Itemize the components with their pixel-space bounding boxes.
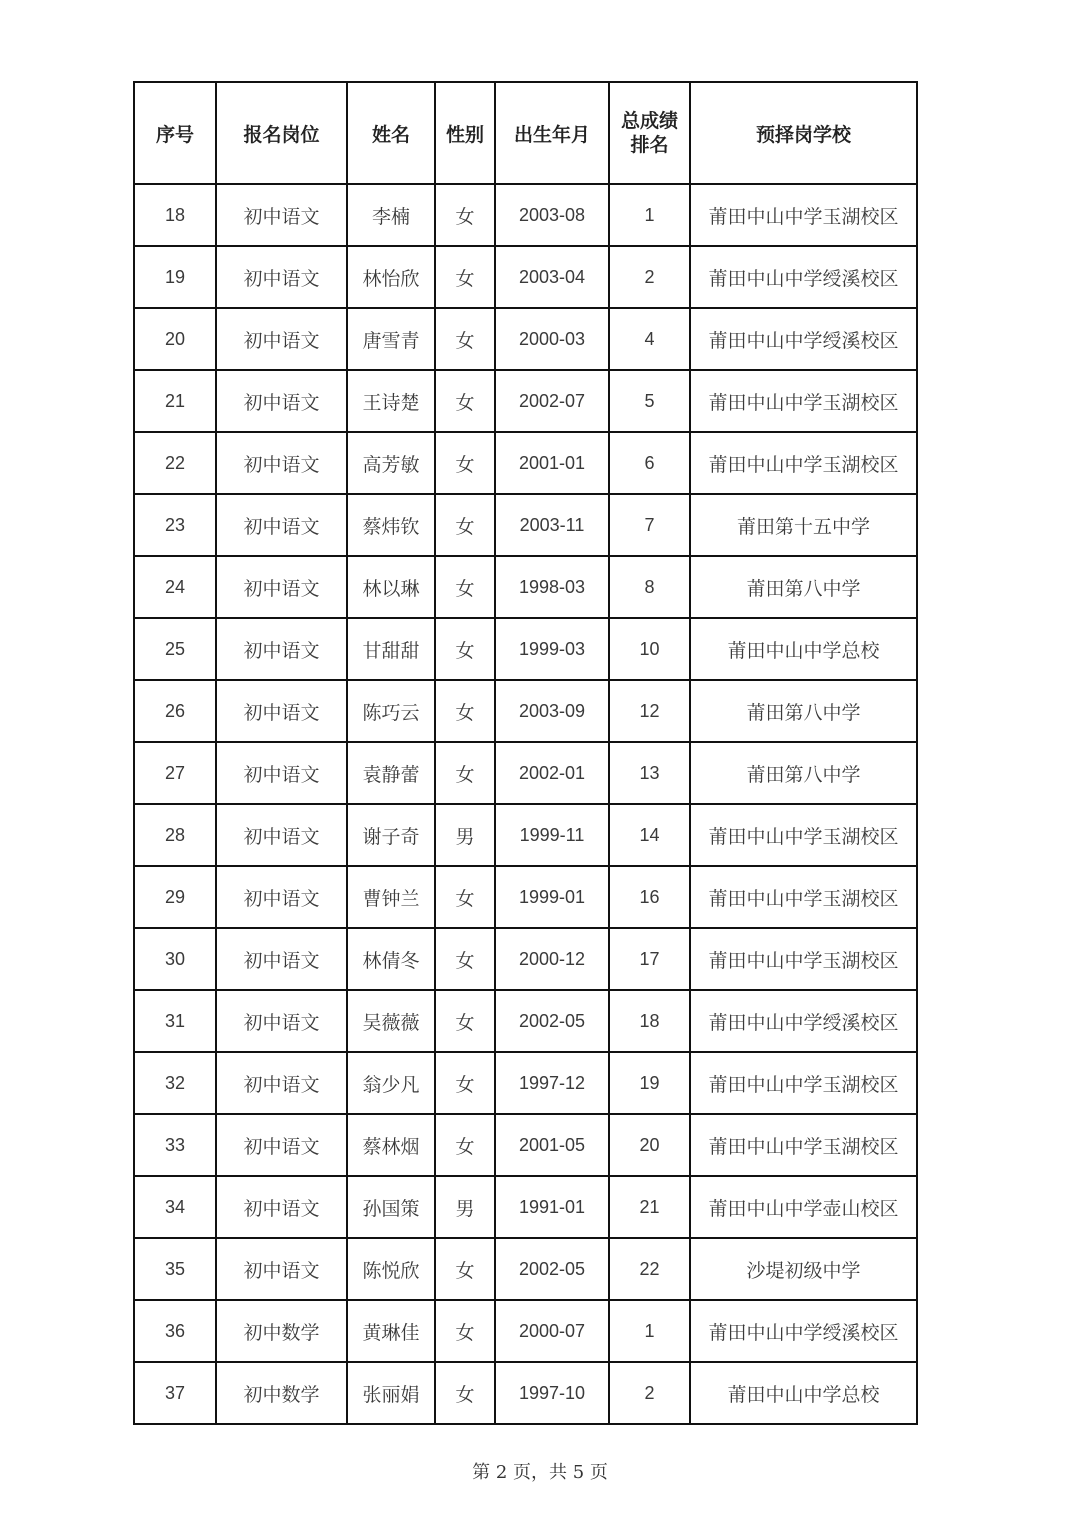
cell-school: 莆田中山中学玉湖校区 bbox=[690, 370, 917, 432]
cell-post: 初中语文 bbox=[216, 308, 347, 370]
cell-gender: 女 bbox=[435, 432, 495, 494]
table-row bbox=[134, 1114, 917, 1176]
cell-gender: 女 bbox=[435, 184, 495, 246]
table-row bbox=[134, 246, 917, 308]
cell-school: 莆田中山中学壶山校区 bbox=[690, 1176, 917, 1238]
cell-school: 莆田中山中学玉湖校区 bbox=[690, 1114, 917, 1176]
table-body bbox=[134, 184, 917, 1424]
cell-name: 陈悦欣 bbox=[347, 1238, 435, 1300]
cell-school: 莆田中山中学玉湖校区 bbox=[690, 804, 917, 866]
cell-post: 初中语文 bbox=[216, 1238, 347, 1300]
cell-seq: 27 bbox=[134, 742, 216, 804]
cell-seq: 21 bbox=[134, 370, 216, 432]
header-post: 报名岗位 bbox=[216, 82, 347, 184]
cell-birth: 2003-04 bbox=[495, 246, 609, 308]
cell-seq: 34 bbox=[134, 1176, 216, 1238]
cell-gender: 男 bbox=[435, 804, 495, 866]
cell-gender: 女 bbox=[435, 680, 495, 742]
cell-name: 张丽娟 bbox=[347, 1362, 435, 1424]
cell-seq: 23 bbox=[134, 494, 216, 556]
cell-gender: 女 bbox=[435, 928, 495, 990]
cell-seq: 24 bbox=[134, 556, 216, 618]
cell-gender: 女 bbox=[435, 1052, 495, 1114]
table-row bbox=[134, 742, 917, 804]
cell-seq: 22 bbox=[134, 432, 216, 494]
cell-school: 莆田第八中学 bbox=[690, 680, 917, 742]
cell-seq: 19 bbox=[134, 246, 216, 308]
cell-name: 李楠 bbox=[347, 184, 435, 246]
cell-school: 莆田中山中学玉湖校区 bbox=[690, 866, 917, 928]
cell-rank: 14 bbox=[609, 804, 690, 866]
table-row bbox=[134, 494, 917, 556]
table-header bbox=[134, 82, 917, 184]
table-row bbox=[134, 680, 917, 742]
cell-seq: 20 bbox=[134, 308, 216, 370]
cell-seq: 31 bbox=[134, 990, 216, 1052]
header-rank bbox=[609, 82, 690, 184]
cell-rank: 1 bbox=[609, 1300, 690, 1362]
table-row bbox=[134, 1362, 917, 1424]
cell-birth: 2002-05 bbox=[495, 1238, 609, 1300]
cell-name: 谢子奇 bbox=[347, 804, 435, 866]
cell-gender: 女 bbox=[435, 1238, 495, 1300]
cell-birth: 1997-10 bbox=[495, 1362, 609, 1424]
cell-post: 初中语文 bbox=[216, 618, 347, 680]
cell-school: 莆田第八中学 bbox=[690, 742, 917, 804]
cell-gender: 女 bbox=[435, 308, 495, 370]
cell-school: 莆田中山中学绶溪校区 bbox=[690, 308, 917, 370]
cell-name: 蔡炜钦 bbox=[347, 494, 435, 556]
cell-seq: 26 bbox=[134, 680, 216, 742]
cell-gender: 女 bbox=[435, 556, 495, 618]
cell-school: 莆田中山中学绶溪校区 bbox=[690, 990, 917, 1052]
cell-seq: 35 bbox=[134, 1238, 216, 1300]
cell-rank: 21 bbox=[609, 1176, 690, 1238]
cell-birth: 2001-01 bbox=[495, 432, 609, 494]
cell-rank: 2 bbox=[609, 1362, 690, 1424]
cell-post: 初中语文 bbox=[216, 184, 347, 246]
cell-post: 初中语文 bbox=[216, 1176, 347, 1238]
cell-post: 初中语文 bbox=[216, 742, 347, 804]
cell-post: 初中语文 bbox=[216, 1052, 347, 1114]
cell-birth: 2001-05 bbox=[495, 1114, 609, 1176]
table-row bbox=[134, 990, 917, 1052]
cell-name: 林怡欣 bbox=[347, 246, 435, 308]
cell-rank: 22 bbox=[609, 1238, 690, 1300]
header-gender: 性别 bbox=[435, 82, 495, 184]
cell-school: 沙堤初级中学 bbox=[690, 1238, 917, 1300]
cell-rank: 7 bbox=[609, 494, 690, 556]
cell-birth: 1997-12 bbox=[495, 1052, 609, 1114]
cell-post: 初中数学 bbox=[216, 1362, 347, 1424]
cell-rank: 17 bbox=[609, 928, 690, 990]
cell-gender: 女 bbox=[435, 246, 495, 308]
table-row bbox=[134, 1238, 917, 1300]
cell-post: 初中语文 bbox=[216, 556, 347, 618]
cell-post: 初中数学 bbox=[216, 1300, 347, 1362]
cell-rank: 18 bbox=[609, 990, 690, 1052]
cell-birth: 2002-05 bbox=[495, 990, 609, 1052]
cell-seq: 37 bbox=[134, 1362, 216, 1424]
cell-gender: 女 bbox=[435, 866, 495, 928]
cell-birth: 1999-03 bbox=[495, 618, 609, 680]
cell-rank: 12 bbox=[609, 680, 690, 742]
cell-school: 莆田中山中学玉湖校区 bbox=[690, 928, 917, 990]
cell-school: 莆田中山中学玉湖校区 bbox=[690, 184, 917, 246]
cell-name: 黄琳佳 bbox=[347, 1300, 435, 1362]
cell-post: 初中语文 bbox=[216, 432, 347, 494]
cell-name: 唐雪青 bbox=[347, 308, 435, 370]
cell-school: 莆田中山中学绶溪校区 bbox=[690, 1300, 917, 1362]
cell-birth: 2003-09 bbox=[495, 680, 609, 742]
cell-gender: 女 bbox=[435, 1300, 495, 1362]
cell-birth: 2002-01 bbox=[495, 742, 609, 804]
cell-gender: 女 bbox=[435, 1114, 495, 1176]
cell-school: 莆田中山中学玉湖校区 bbox=[690, 1052, 917, 1114]
table-row bbox=[134, 432, 917, 494]
cell-birth: 2003-08 bbox=[495, 184, 609, 246]
candidate-table bbox=[133, 81, 918, 1425]
cell-name: 甘甜甜 bbox=[347, 618, 435, 680]
cell-rank: 13 bbox=[609, 742, 690, 804]
cell-post: 初中语文 bbox=[216, 494, 347, 556]
header-rank-line2: 排名 bbox=[630, 134, 669, 156]
cell-birth: 1999-01 bbox=[495, 866, 609, 928]
page-number: 第 2 页，共 5 页 bbox=[472, 1462, 608, 1483]
cell-rank: 16 bbox=[609, 866, 690, 928]
table-row bbox=[134, 184, 917, 246]
cell-rank: 8 bbox=[609, 556, 690, 618]
cell-rank: 6 bbox=[609, 432, 690, 494]
cell-name: 林倩冬 bbox=[347, 928, 435, 990]
cell-post: 初中语文 bbox=[216, 1114, 347, 1176]
cell-seq: 30 bbox=[134, 928, 216, 990]
cell-post: 初中语文 bbox=[216, 928, 347, 990]
cell-gender: 女 bbox=[435, 494, 495, 556]
cell-post: 初中语文 bbox=[216, 990, 347, 1052]
table-row bbox=[134, 308, 917, 370]
cell-post: 初中语文 bbox=[216, 804, 347, 866]
cell-birth: 1991-01 bbox=[495, 1176, 609, 1238]
cell-seq: 28 bbox=[134, 804, 216, 866]
cell-seq: 36 bbox=[134, 1300, 216, 1362]
table-row bbox=[134, 370, 917, 432]
cell-rank: 1 bbox=[609, 184, 690, 246]
cell-gender: 女 bbox=[435, 1362, 495, 1424]
cell-name: 林以琳 bbox=[347, 556, 435, 618]
cell-birth: 2000-03 bbox=[495, 308, 609, 370]
header-school: 预择岗学校 bbox=[690, 82, 917, 184]
cell-name: 吴薇薇 bbox=[347, 990, 435, 1052]
cell-post: 初中语文 bbox=[216, 370, 347, 432]
table-row bbox=[134, 804, 917, 866]
cell-birth: 2002-07 bbox=[495, 370, 609, 432]
cell-birth: 2000-12 bbox=[495, 928, 609, 990]
header-birth: 出生年月 bbox=[495, 82, 609, 184]
cell-name: 高芳敏 bbox=[347, 432, 435, 494]
cell-birth: 1998-03 bbox=[495, 556, 609, 618]
header-name: 姓名 bbox=[347, 82, 435, 184]
cell-seq: 25 bbox=[134, 618, 216, 680]
cell-rank: 4 bbox=[609, 308, 690, 370]
cell-birth: 2003-11 bbox=[495, 494, 609, 556]
cell-post: 初中语文 bbox=[216, 866, 347, 928]
cell-name: 陈巧云 bbox=[347, 680, 435, 742]
cell-name: 蔡林烟 bbox=[347, 1114, 435, 1176]
table-row bbox=[134, 928, 917, 990]
cell-gender: 女 bbox=[435, 742, 495, 804]
cell-name: 孙国策 bbox=[347, 1176, 435, 1238]
cell-school: 莆田中山中学总校 bbox=[690, 1362, 917, 1424]
table-row bbox=[134, 866, 917, 928]
header-rank-line1: 总成绩 bbox=[620, 110, 678, 132]
cell-school: 莆田中山中学总校 bbox=[690, 618, 917, 680]
cell-gender: 男 bbox=[435, 1176, 495, 1238]
cell-gender: 女 bbox=[435, 990, 495, 1052]
cell-rank: 10 bbox=[609, 618, 690, 680]
header-seq: 序号 bbox=[134, 82, 216, 184]
cell-school: 莆田第十五中学 bbox=[690, 494, 917, 556]
cell-seq: 18 bbox=[134, 184, 216, 246]
cell-school: 莆田第八中学 bbox=[690, 556, 917, 618]
table-row bbox=[134, 1300, 917, 1362]
table-row bbox=[134, 618, 917, 680]
table-row bbox=[134, 556, 917, 618]
header-row bbox=[134, 82, 917, 184]
cell-gender: 女 bbox=[435, 618, 495, 680]
cell-rank: 19 bbox=[609, 1052, 690, 1114]
cell-name: 曹钟兰 bbox=[347, 866, 435, 928]
cell-rank: 5 bbox=[609, 370, 690, 432]
cell-seq: 32 bbox=[134, 1052, 216, 1114]
cell-seq: 29 bbox=[134, 866, 216, 928]
cell-seq: 33 bbox=[134, 1114, 216, 1176]
cell-school: 莆田中山中学绶溪校区 bbox=[690, 246, 917, 308]
cell-post: 初中语文 bbox=[216, 246, 347, 308]
cell-name: 袁静蕾 bbox=[347, 742, 435, 804]
cell-rank: 2 bbox=[609, 246, 690, 308]
header-rank-text bbox=[621, 109, 678, 157]
cell-birth: 2000-07 bbox=[495, 1300, 609, 1362]
cell-name: 翁少凡 bbox=[347, 1052, 435, 1114]
table-row bbox=[134, 1052, 917, 1114]
cell-rank: 20 bbox=[609, 1114, 690, 1176]
cell-name: 王诗楚 bbox=[347, 370, 435, 432]
cell-school: 莆田中山中学玉湖校区 bbox=[690, 432, 917, 494]
cell-post: 初中语文 bbox=[216, 680, 347, 742]
table-row bbox=[134, 1176, 917, 1238]
cell-birth: 1999-11 bbox=[495, 804, 609, 866]
cell-gender: 女 bbox=[435, 370, 495, 432]
